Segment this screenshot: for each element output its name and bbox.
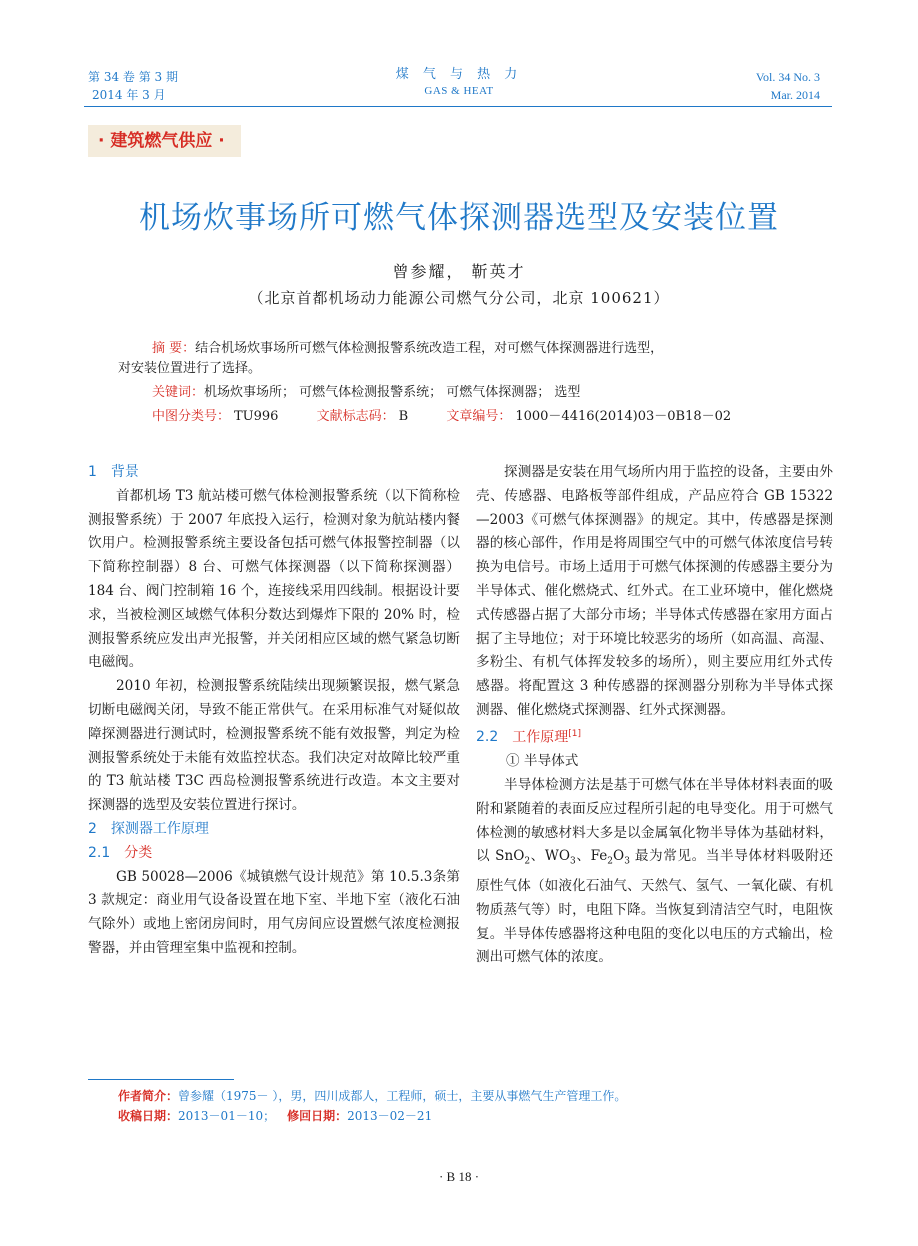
dates-line <box>118 1106 626 1126</box>
subsection-heading-2-2 <box>476 723 833 750</box>
revised-label: 修回日期： <box>287 1109 348 1123</box>
paragraph-classification: GB 50028—2006《城镇燃气设计规范》第 10.5.3条第 3 款规定：商业用气设备设置在地下室、半地下室（液化石油气除外）或地上密闭房间时，用气房间应设置燃气浓度检测报警器，并由管理室集中监视和控制。 <box>88 868 460 956</box>
subsection-2-2-title: 工作原理 <box>512 729 569 746</box>
section-heading-2 <box>88 818 460 842</box>
paragraph-background-1: 首都机场 T3 航站楼可燃气体检测报警系统（以下简称检测报警系统）于 2007 年底投入运行，检测对象为航站楼内餐饮用户。检测报警系统主要设备包括可燃气体报警控制器（以下简称控制器）8 台、可燃气体探测器（以下简称探测器）184 台、阀门控制箱 16 个，连接线采用四线制。根据设计要求，当被检测区域燃气体积分数达到爆炸下限的 20% 时，检测报警系统应发出声光报警，并关闭相应区域的燃气紧急切断电磁阀。 <box>88 487 460 671</box>
left-column <box>88 461 460 961</box>
abstract-text-2: 对安装位置进行了选择。 <box>118 361 262 376</box>
subsection-2-2-number: 2.2 <box>476 729 499 746</box>
author-bio <box>118 1086 626 1106</box>
abstract-label: 摘 要： <box>152 341 196 356</box>
article-authors: 曾参耀， 靳英才 <box>392 262 526 281</box>
article-title: 机场炊事场所可燃气体探测器选型及安装位置 <box>139 200 779 236</box>
paragraph-background-2: 2010 年初，检测报警系统陆续出现频繁误报，燃气紧急切断电磁阀关闭，导致不能正常供气。在采用标准气对疑似故障探测器进行测试时，检测报警系统不能有效报警，判定为检测报警系统处于未能有效监控状态。我们决定对故障比较严重的 T3 航站楼 T3C 西岛检测报警系统进行改造。本文主要对探测器的选型及安装位置进行探讨。 <box>88 678 460 814</box>
keywords-text: 机场炊事场所； 可燃气体检测报警系统； 可燃气体探测器； 选型 <box>204 385 581 400</box>
volume-issue-cn: 第 34 卷 第 3 期 <box>88 70 178 84</box>
page-number: · B 18 · <box>438 1169 480 1184</box>
classification-line <box>118 407 808 427</box>
citation-ref: [1] <box>568 728 582 739</box>
subsection-2-1-number: 2.1 <box>88 844 111 861</box>
footnote-divider <box>88 1079 234 1080</box>
section-tag: · 建筑燃气供应 · <box>88 125 241 157</box>
revised-date: 2013－02－21 <box>347 1109 433 1123</box>
chem-separator-1: 、 <box>530 848 545 865</box>
author-bio-text: 曾参耀（1975－ ），男，四川成都人，工程师，硕士，主要从事燃气生产管理工作。 <box>178 1089 627 1103</box>
header-divider <box>84 106 832 107</box>
chem-fe2o3: $Fe_2O_3$ <box>590 848 630 868</box>
semiconductor-text-a: 半导体检测方法是基于可燃气体在半导体材料表面的吸附和紧随着的表面反应过程所引起的电导变化。用于可燃气体检测的敏感材料大多是以金属氧化物半导体为基础材料，以 <box>476 777 833 865</box>
chem-sno2: SnO$_2$ <box>495 848 531 868</box>
section-2-title: 探测器工作原理 <box>110 820 209 837</box>
semiconductor-text-b: 最为常见。当半导体材料吸附还原性气体（如液化石油气、天然气、氢气、一氧化碳、有机物质蒸气等）时，电阻下降。当恢复到清洁空气时，电阻恢复。半导体传感器将这种电阻的变化以电压的方式输出，检测出可燃气体的浓度。 <box>476 848 834 966</box>
keywords-line <box>118 383 808 403</box>
journal-name-en: GAS & HEAT <box>424 85 494 97</box>
journal-name-cn: 煤 气 与 热 力 <box>395 67 523 82</box>
article-no-value: 1000－4416(2014)03－0B18－02 <box>515 409 732 424</box>
volume-issue-en: Vol. 34 No. 3 <box>755 70 820 84</box>
section-2-number: 2 <box>88 820 97 837</box>
keywords-label: 关键词： <box>152 385 205 400</box>
abstract-block <box>118 339 808 427</box>
paragraph-detector-intro: 探测器是安装在用气场所内用于监控的设备，主要由外壳、传感器、电路板等部件组成，产品应符合 GB 15322—2003《可燃气体探测器》的规定。其中，传感器是探测器的核心部件，作用是将周围空气中的可燃气体浓度信号转换为电信号。市场上适用于可燃气体探测的传感器主要分为半导体式、催化燃烧式、红外式。在工业环境中，催化燃烧式传感器占据了大部分市场；半导体式传感器在家用方面占据了主导地位；对于环境比较恶劣的场所（如高温、高湿、多粉尘、有机气体挥发较多的场所），则主要应用红外式传感器。将配置这 3 种传感器的探测器分别称为半导体式探测器、催化燃烧式探测器、红外式探测器。 <box>476 464 833 718</box>
section-1-title: 背景 <box>110 464 139 480</box>
subsection-2-1-title: 分类 <box>124 844 153 861</box>
doc-code-value: B <box>398 409 409 424</box>
section-1-number: 1 <box>88 464 97 480</box>
received-label: 收稿日期： <box>118 1109 179 1123</box>
abstract-text-1: 结合机场炊事场所可燃气体检测报警系统改造工程，对可燃气体探测器进行选型， <box>195 341 664 356</box>
date-cn: 2014 年 3 月 <box>92 88 166 102</box>
abstract-line-1 <box>118 339 808 359</box>
chem-wo3: $WO_3$ <box>544 848 576 868</box>
author-bio-label: 作者简介： <box>118 1089 179 1103</box>
date-en: Mar. 2014 <box>770 88 820 102</box>
article-no-label: 文章编号： <box>446 409 512 424</box>
doc-code-label: 文献标志码： <box>316 409 395 424</box>
received-date: 2013－01－10； <box>178 1109 276 1123</box>
article-affiliation: （北京首都机场动力能源公司燃气分公司，北京 100621） <box>248 289 670 307</box>
right-column <box>476 461 833 970</box>
paragraph-semiconductor <box>476 774 833 970</box>
subsection-heading-2-1 <box>88 842 460 866</box>
clc-value: TU996 <box>234 409 279 424</box>
section-heading-1 <box>88 461 460 485</box>
subheading-semiconductor: ① 半导体式 <box>506 753 579 770</box>
clc-label: 中图分类号： <box>152 409 231 424</box>
footnote <box>118 1086 626 1126</box>
header-volume-en <box>756 68 820 104</box>
chem-separator-2: 、 <box>575 848 591 865</box>
